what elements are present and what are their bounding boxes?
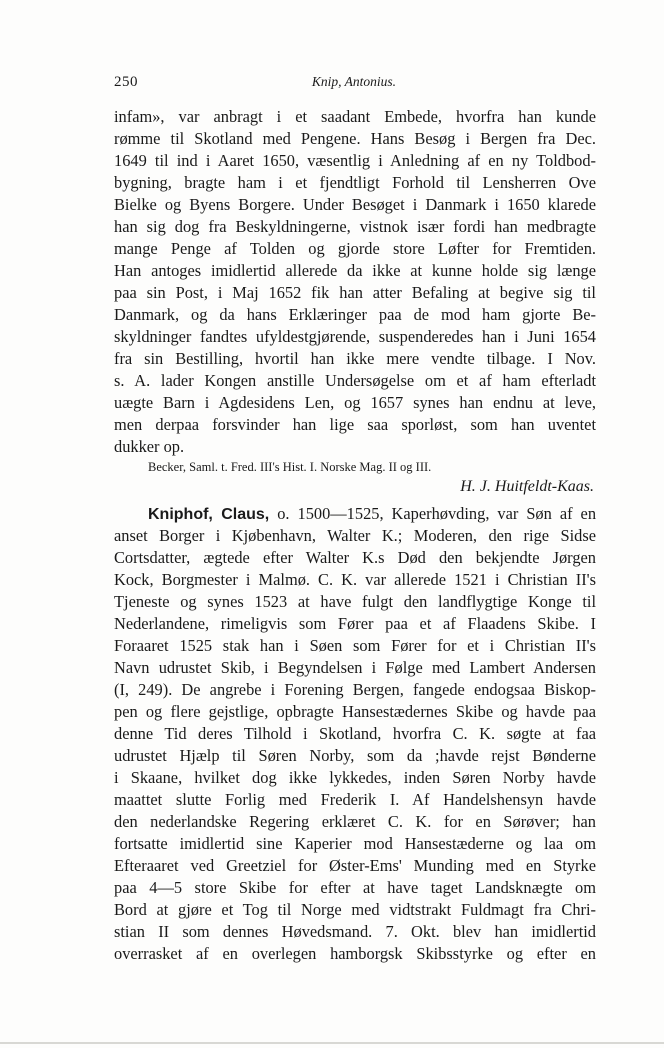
text-line: fra sin Bestilling, hvortil han ikke mere vendte tilbage. I Nov. [114,349,596,368]
entry-heading: Kniphof, Claus, [148,506,270,523]
page-bottom-edge [0,1042,664,1044]
text-line: paa sin Post, i Maj 1652 fik han atter Befaling at begive sig til [114,283,596,302]
page-number: 250 [114,74,138,90]
text-line: udrustet Hjælp til Søren Norby, som da ;havde rejst Bønderne [114,746,596,765]
entry-first-line [114,503,596,525]
text-line: pen og flere gejstlige, opbragte Hansestædernes Skibe og havde paa [114,702,596,721]
text-line: paa 4—5 store Skibe for efter at have taget Landsknægte om [114,878,596,897]
text-line: Bord at gjøre et Tog til Norge med vidtstrakt Fuldmagt fra Chri- [114,900,596,919]
text-line: overrasket af en overlegen hamborgsk Skibsstyrke og efter en [114,944,596,963]
text-line: Navn udrustet Skib, i Begyndelsen i Følge med Lambert Andersen [114,658,596,677]
running-title: Knip, Antonius. [311,74,397,89]
text-line: mange Penge af Tolden og gjorde store Løfter for Fremtiden. [114,239,596,258]
text-line: 1649 til ind i Aaret 1650, væsentlig i Anledning af en ny Toldbod- [114,151,596,170]
text-line: han sig dog fra Beskyldningerne, vistnok især fordi han medbragte [114,217,596,236]
text-line: maattet slutte Forlig med Frederik I. Af Handelshensyn havde [114,790,596,809]
text-line: Kock, Borgmester i Malmø. C. K. var allerede 1521 i Christian II's [114,570,596,589]
references-note: Becker, Saml. t. Fred. III's Hist. I. Norske Mag. II og III. [148,460,432,474]
text-line: bygning, bragte ham i et fjendtligt Forhold til Lensherren Ove [114,173,596,192]
text-line: Cortsdatter, ægtede efter Walter K.s Død den bekjendte Jørgen [114,548,596,567]
text-line: denne Tid deres Tilhold i Skotland, hvorfra C. K. søgte at faa [114,724,596,743]
text-line: infam», var anbragt i et saadant Embede, hvorfra han kunde [114,107,596,126]
text-line: Tjeneste og synes 1523 at have fulgt den landflygtige Konge til [114,592,596,611]
text-line: dukker op. [114,437,185,456]
entry-first-line-text: o. 1500—1525, Kaperhøvding, var Søn af en [269,504,597,523]
author-signature: H. J. Huitfeldt-Kaas. [460,478,594,495]
text-line: anset Borger i Kjøbenhavn, Walter K.; Moderen, den rige Sidse [114,526,596,545]
text-line: Bielke og Byens Borgere. Under Besøget i Danmark i 1650 klarede [114,195,596,214]
text-line: uægte Barn i Agdesidens Len, og 1657 synes han endnu at leve, [114,393,596,412]
text-line: Efteraaret ved Greetziel for Øster-Ems' Munding med en Styrke [114,856,596,875]
text-line: Foraaret 1525 stak han i Søen som Fører for et i Christian II's [114,636,596,655]
text-line: i Skaane, hvilket dog ikke lykkedes, inden Søren Norby havde [114,768,596,787]
text-line: Danmark, og da hans Erklæringer paa de mod ham gjorte Be- [114,305,596,324]
text-line: rømme til Skotland med Pengene. Hans Besøg i Bergen fra Dec. [114,129,596,148]
text-line: fortsatte imidlertid sine Kaperier mod Hansestæderne og laa om [114,834,596,853]
text-line: s. A. lader Kongen anstille Undersøgelse om et af ham efterladt [114,371,596,390]
text-line: Han antoges imidlertid allerede da ikke at kunne holde sig længe [114,261,596,280]
text-line: (I, 249). De angrebe i Forening Bergen, fangede endogsaa Biskop- [114,680,596,699]
paragraph-kniphof-claus [114,503,596,965]
text-line: Nederlandene, rimeligvis som Fører paa et af Flaadens Skibe. I [114,614,596,633]
text-line: den nederlandske Regering erklæret C. K. for en Sørøver; han [114,812,596,831]
paragraph-knip-antonius [114,106,596,458]
text-line: men derpaa forsvinder han lige saa sporløst, som han uventet [114,415,596,434]
text-line: stian II som dennes Høvedsmand. 7. Okt. blev han imidlertid [114,922,596,941]
text-line: skyldninger fandtes ufyldestgjørende, suspenderedes han i Juni 1654 [114,327,596,346]
page-header [112,74,596,96]
